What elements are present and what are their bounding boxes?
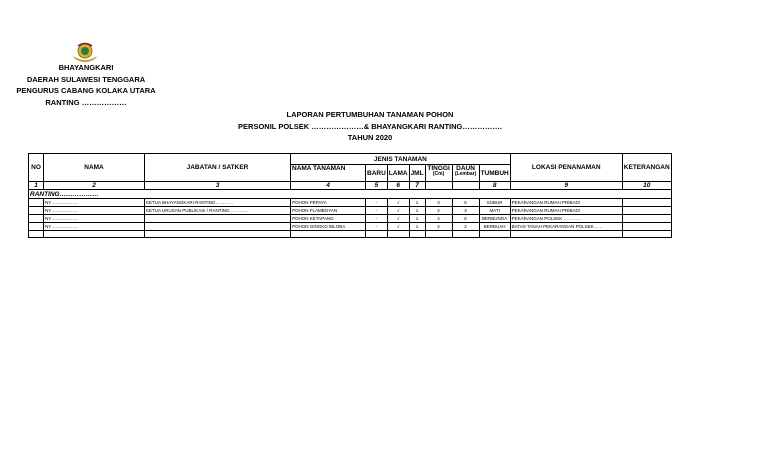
cell-daun: 5	[452, 199, 479, 207]
col-number: 2	[44, 182, 145, 190]
cell-tanaman: POHON FLAMBOYAN	[291, 207, 366, 215]
header-lokasi: LOKASI PENANAMAN	[510, 154, 622, 182]
table-row	[29, 199, 672, 207]
cell-daun: 3	[452, 207, 479, 215]
report-table	[28, 153, 672, 238]
cell-tanaman: POHON KETAPANG	[291, 215, 366, 223]
header-tinggi	[425, 165, 452, 182]
cell-keterangan	[622, 223, 671, 231]
header-jenis-tanaman: JENIS TANAMAN	[291, 154, 511, 165]
header-keterangan: KETERANGAN	[622, 154, 671, 182]
cell-tinggi: 4	[425, 215, 452, 223]
cell-baru: -	[366, 215, 388, 223]
cell-tumbuh: BERBUNGA	[479, 215, 510, 223]
org-line-4: RANTING ………………	[45, 97, 127, 107]
header-daun-unit: (Lembar)	[454, 171, 477, 177]
cell-jabatan	[145, 223, 291, 231]
ranting-row	[29, 190, 672, 199]
col-number: 10	[622, 182, 671, 190]
cell-lama: √	[387, 215, 409, 223]
cell-baru: -	[366, 223, 388, 231]
title-line-1: LAPORAN PERTUMBUHAN TANAMAN POHON	[286, 110, 454, 119]
organization-header	[0, 62, 172, 108]
col-number: 3	[145, 182, 291, 190]
org-line-3: PENGURUS CABANG KOLAKA UTARA	[16, 86, 156, 95]
cell-jml: 1	[409, 223, 425, 231]
cell-keterangan	[622, 199, 671, 207]
cell-nama: NY………………	[44, 199, 145, 207]
cell-jabatan: KETUA BHAYANGKARI RANTING…………	[145, 199, 291, 207]
col-number: 4	[291, 182, 366, 190]
cell-jabatan	[145, 215, 291, 223]
cell-jml: 1	[409, 215, 425, 223]
cell-tumbuh: SUBUR	[479, 199, 510, 207]
bhayangkari-logo-icon	[70, 42, 100, 62]
header-lama: LAMA	[387, 165, 409, 182]
col-number	[425, 182, 452, 190]
cell-tanaman: POHON GINGKO BILOBA	[291, 223, 366, 231]
cell-tumbuh: BERBUAH	[479, 223, 510, 231]
header-tumbuh: TUMBUH	[479, 165, 510, 182]
cell-baru: -	[366, 207, 388, 215]
table-row	[29, 215, 672, 223]
col-number: 5	[366, 182, 388, 190]
table-row	[29, 223, 672, 231]
cell-jml: 1	[409, 207, 425, 215]
header-nama: NAMA	[44, 154, 145, 182]
ranting-label: RANTING………………	[29, 190, 291, 199]
header-nama-tanaman: NAMA TANAMAN	[291, 165, 366, 182]
cell-daun: 2	[452, 223, 479, 231]
header-jml: JML	[409, 165, 425, 182]
cell-tumbuh: MATI	[479, 207, 510, 215]
org-line-2: DAERAH SULAWESI TENGGARA	[26, 74, 146, 84]
header-baru: BARU	[366, 165, 388, 182]
title-line-3: TAHUN 2020	[347, 133, 393, 142]
cell-tanaman: POHON PEPAYA	[291, 199, 366, 207]
cell-nama: NY………………	[44, 215, 145, 223]
org-line-1: BHAYANGKARI	[58, 63, 114, 72]
header-tinggi-label: TINGGI	[427, 165, 450, 172]
cell-tinggi: 2	[425, 207, 452, 215]
header-daun-label: DAUN	[456, 165, 475, 172]
cell-lokasi: PEKARANGAN RUMAH PRIBADI	[510, 207, 622, 215]
cell-lokasi: BATAS TANAH PEKARANGAN POLSEK……	[510, 223, 622, 231]
col-number: 6	[387, 182, 409, 190]
table-row	[29, 207, 672, 215]
report-title	[210, 109, 530, 144]
cell-lokasi: PEKARANGAN POLSEK …………	[510, 215, 622, 223]
cell-lama: √	[387, 199, 409, 207]
cell-keterangan	[622, 215, 671, 223]
cell-lama: √	[387, 223, 409, 231]
cell-lokasi: PEKARANGAN RUMAH PRIBADI	[510, 199, 622, 207]
col-number	[452, 182, 479, 190]
cell-baru: -	[366, 199, 388, 207]
cell-jml: 1	[409, 199, 425, 207]
col-number: 9	[510, 182, 622, 190]
cell-nama: NY………………	[44, 207, 145, 215]
col-number: 8	[479, 182, 510, 190]
header-tinggi-unit: (Cm)	[432, 171, 445, 177]
cell-keterangan	[622, 207, 671, 215]
cell-daun: 6	[452, 215, 479, 223]
header-no: NO	[29, 154, 44, 182]
cell-nama: NY………………	[44, 223, 145, 231]
table-row-empty	[29, 231, 672, 238]
title-line-2: PERSONIL POLSEK …………………& BHAYANGKARI RANTING…………….	[238, 121, 502, 131]
col-number: 1	[29, 182, 44, 190]
cell-jabatan: KETUA URUSAN PUBLIKASI / RANTING …………	[145, 207, 291, 215]
col-number: 7	[409, 182, 425, 190]
cell-tinggi: 3	[425, 199, 452, 207]
column-number-row	[29, 182, 672, 190]
header-daun	[452, 165, 479, 182]
header-jabatan: JABATAN / SATKER	[145, 154, 291, 182]
cell-tinggi: 2	[425, 223, 452, 231]
cell-lama: √	[387, 207, 409, 215]
